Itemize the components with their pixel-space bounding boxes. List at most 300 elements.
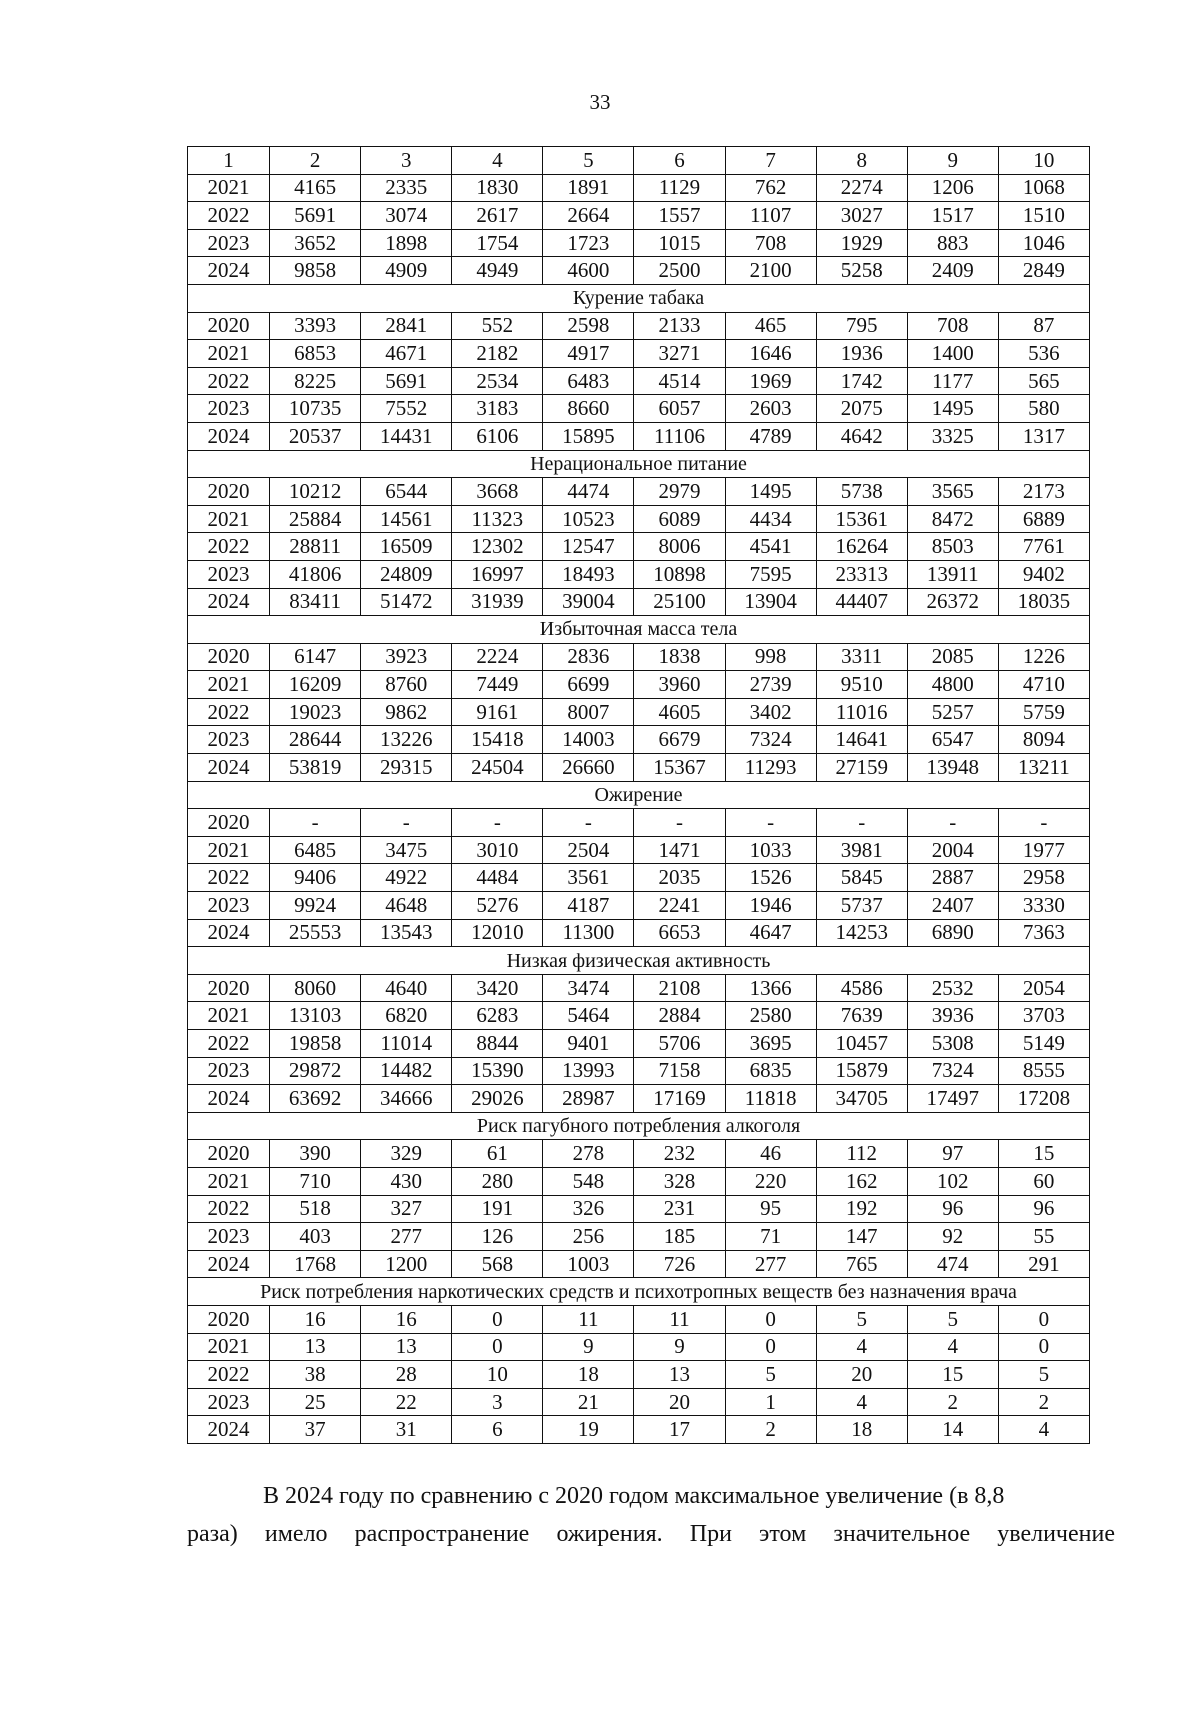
table-cell: 2598 xyxy=(543,312,634,340)
table-cell: 7363 xyxy=(998,919,1089,947)
table-cell: 4600 xyxy=(543,257,634,285)
table-cell: 11106 xyxy=(634,422,725,450)
table-cell: 2182 xyxy=(452,340,543,368)
table-cell-year: 2023 xyxy=(188,726,270,754)
paragraph-line-2: раза) имело распространение ожирения. При этом значительное увеличение xyxy=(187,1521,1115,1547)
table-row xyxy=(188,1250,1090,1278)
table-cell: 6853 xyxy=(270,340,361,368)
table-cell: 291 xyxy=(998,1250,1089,1278)
table-cell: 14 xyxy=(907,1416,998,1444)
table-cell-year: 2020 xyxy=(188,478,270,506)
table-cell-year: 2023 xyxy=(188,1223,270,1251)
table-cell: 231 xyxy=(634,1195,725,1223)
table-cell: 1003 xyxy=(543,1250,634,1278)
table-cell: 37 xyxy=(270,1416,361,1444)
table-cell: 5149 xyxy=(998,1030,1089,1058)
table-cell: 10523 xyxy=(543,505,634,533)
table-row xyxy=(188,1388,1090,1416)
table-cell: 29315 xyxy=(361,754,452,782)
table-cell: 708 xyxy=(907,312,998,340)
table-cell: 3183 xyxy=(452,395,543,423)
table-cell: 4 xyxy=(907,1333,998,1361)
table-cell: 55 xyxy=(998,1223,1089,1251)
table-cell: 2884 xyxy=(634,1002,725,1030)
table-cell-year: 2022 xyxy=(188,698,270,726)
table-cell: 13904 xyxy=(725,588,816,616)
table-cell: 2500 xyxy=(634,257,725,285)
table-cell: 4 xyxy=(452,147,543,175)
table-cell-year: 2024 xyxy=(188,1250,270,1278)
table-cell: 28811 xyxy=(270,533,361,561)
table-cell: 13 xyxy=(361,1333,452,1361)
table-cell: 1046 xyxy=(998,229,1089,257)
table-row xyxy=(188,919,1090,947)
table-cell: 19023 xyxy=(270,698,361,726)
table-cell: 2739 xyxy=(725,671,816,699)
table-cell: 883 xyxy=(907,229,998,257)
table-cell: 11323 xyxy=(452,505,543,533)
table-cell: 16997 xyxy=(452,560,543,588)
table-cell-year: 2023 xyxy=(188,560,270,588)
table-cell: 24504 xyxy=(452,754,543,782)
table-cell: 1366 xyxy=(725,974,816,1002)
section-title: Ожирение xyxy=(188,781,1090,809)
table-cell: 4484 xyxy=(452,864,543,892)
table-cell: 1754 xyxy=(452,229,543,257)
table-cell-year: 2022 xyxy=(188,533,270,561)
table-cell: 16509 xyxy=(361,533,452,561)
table-cell-year: 2021 xyxy=(188,671,270,699)
table-cell: 1898 xyxy=(361,229,452,257)
table-body xyxy=(188,147,1090,1444)
table-cell: 21 xyxy=(543,1388,634,1416)
table-cell: 4909 xyxy=(361,257,452,285)
table-cell: 1206 xyxy=(907,174,998,202)
table-row xyxy=(188,1057,1090,1085)
table-cell: 9924 xyxy=(270,892,361,920)
table-cell: 4 xyxy=(816,1388,907,1416)
table-cell: 102 xyxy=(907,1167,998,1195)
table-cell: 192 xyxy=(816,1195,907,1223)
table-cell: 17 xyxy=(634,1416,725,1444)
table-cell: 51472 xyxy=(361,588,452,616)
table-cell: 2173 xyxy=(998,478,1089,506)
table-cell: 13 xyxy=(634,1361,725,1389)
table-cell: 3561 xyxy=(543,864,634,892)
table-cell: 4586 xyxy=(816,974,907,1002)
table-cell-year: 2022 xyxy=(188,1195,270,1223)
table-cell: 60 xyxy=(998,1167,1089,1195)
table-cell: - xyxy=(998,809,1089,837)
table-cell: 8007 xyxy=(543,698,634,726)
table-cell: 1400 xyxy=(907,340,998,368)
table-cell: 2274 xyxy=(816,174,907,202)
table-cell: 430 xyxy=(361,1167,452,1195)
table-row xyxy=(188,367,1090,395)
table-cell: 2409 xyxy=(907,257,998,285)
table-cell: 34705 xyxy=(816,1085,907,1113)
table-cell-year: 2021 xyxy=(188,1333,270,1361)
table-cell-year: 2021 xyxy=(188,1002,270,1030)
table-cell: 568 xyxy=(452,1250,543,1278)
table-row xyxy=(188,257,1090,285)
table-cell: 11016 xyxy=(816,698,907,726)
table-cell: 0 xyxy=(452,1333,543,1361)
table-cell: 2532 xyxy=(907,974,998,1002)
table-row xyxy=(188,809,1090,837)
section-header-row xyxy=(188,616,1090,644)
table-cell: 4514 xyxy=(634,367,725,395)
table-row xyxy=(188,864,1090,892)
table-cell: 3271 xyxy=(634,340,725,368)
table-cell: 14482 xyxy=(361,1057,452,1085)
table-cell: 5276 xyxy=(452,892,543,920)
table-cell: 7158 xyxy=(634,1057,725,1085)
table-cell-year: 2024 xyxy=(188,422,270,450)
table-cell: 4187 xyxy=(543,892,634,920)
table-cell: 0 xyxy=(998,1333,1089,1361)
table-cell: 11 xyxy=(543,1305,634,1333)
table-cell: 16209 xyxy=(270,671,361,699)
table-cell: 5737 xyxy=(816,892,907,920)
table-cell: 11818 xyxy=(725,1085,816,1113)
table-cell: 1830 xyxy=(452,174,543,202)
table-cell: 474 xyxy=(907,1250,998,1278)
table-cell: 280 xyxy=(452,1167,543,1195)
table-cell: 71 xyxy=(725,1223,816,1251)
table-cell-year: 2024 xyxy=(188,588,270,616)
table-cell: 17497 xyxy=(907,1085,998,1113)
table-cell: 25100 xyxy=(634,588,725,616)
table-cell: 5691 xyxy=(361,367,452,395)
table-cell: 4 xyxy=(998,1416,1089,1444)
table-cell: 12547 xyxy=(543,533,634,561)
table-cell: 795 xyxy=(816,312,907,340)
table-cell-year: 2021 xyxy=(188,1167,270,1195)
table-cell-year: 2021 xyxy=(188,174,270,202)
table-cell: 5 xyxy=(998,1361,1089,1389)
table-cell: 9161 xyxy=(452,698,543,726)
table-cell: 6699 xyxy=(543,671,634,699)
table-cell: 4710 xyxy=(998,671,1089,699)
section-header-row xyxy=(188,1112,1090,1140)
table-cell: 10 xyxy=(998,147,1089,175)
table-cell: 8503 xyxy=(907,533,998,561)
table-cell: 536 xyxy=(998,340,1089,368)
table-cell: 277 xyxy=(725,1250,816,1278)
table-cell: 18 xyxy=(816,1416,907,1444)
table-cell: 13911 xyxy=(907,560,998,588)
table-cell: 10898 xyxy=(634,560,725,588)
table-cell: 0 xyxy=(725,1333,816,1361)
section-title: Курение табака xyxy=(188,284,1090,312)
table-cell: 4640 xyxy=(361,974,452,1002)
table-cell: 2054 xyxy=(998,974,1089,1002)
table-cell: 4922 xyxy=(361,864,452,892)
table-cell: 6653 xyxy=(634,919,725,947)
table-cell: 1838 xyxy=(634,643,725,671)
table-cell: 4647 xyxy=(725,919,816,947)
table-cell: 4474 xyxy=(543,478,634,506)
table-cell: 44407 xyxy=(816,588,907,616)
table-cell: 1033 xyxy=(725,836,816,864)
table-cell: 39004 xyxy=(543,588,634,616)
table-cell: 7595 xyxy=(725,560,816,588)
table-cell: 23313 xyxy=(816,560,907,588)
table-cell: 1768 xyxy=(270,1250,361,1278)
section-header-row xyxy=(188,284,1090,312)
table-cell: 2335 xyxy=(361,174,452,202)
table-cell: 3936 xyxy=(907,1002,998,1030)
table-cell: 25884 xyxy=(270,505,361,533)
table-cell: 565 xyxy=(998,367,1089,395)
table-cell: 6106 xyxy=(452,422,543,450)
table-cell: 25553 xyxy=(270,919,361,947)
table-cell: 3960 xyxy=(634,671,725,699)
table-cell: 6485 xyxy=(270,836,361,864)
table-cell: 83411 xyxy=(270,588,361,616)
table-row xyxy=(188,671,1090,699)
table-cell: 16 xyxy=(270,1305,361,1333)
table-cell: 4917 xyxy=(543,340,634,368)
table-cell: 19858 xyxy=(270,1030,361,1058)
table-cell: 2958 xyxy=(998,864,1089,892)
table-cell: 16264 xyxy=(816,533,907,561)
table-cell: 3027 xyxy=(816,202,907,230)
table-cell: 5845 xyxy=(816,864,907,892)
table-cell: 3695 xyxy=(725,1030,816,1058)
table-cell: 3475 xyxy=(361,836,452,864)
table-cell: 17208 xyxy=(998,1085,1089,1113)
table-row xyxy=(188,1305,1090,1333)
table-cell: 15361 xyxy=(816,505,907,533)
table-cell: 3652 xyxy=(270,229,361,257)
table-cell: 2407 xyxy=(907,892,998,920)
table-cell: 6679 xyxy=(634,726,725,754)
table-cell: 1946 xyxy=(725,892,816,920)
table-cell: 96 xyxy=(998,1195,1089,1223)
table-cell: 0 xyxy=(998,1305,1089,1333)
table-cell: 1 xyxy=(725,1388,816,1416)
table-cell: 1977 xyxy=(998,836,1089,864)
table-cell: 3393 xyxy=(270,312,361,340)
table-cell-year: 2020 xyxy=(188,809,270,837)
table-cell: 97 xyxy=(907,1140,998,1168)
table-row xyxy=(188,533,1090,561)
table-cell: 2887 xyxy=(907,864,998,892)
table-cell: 2979 xyxy=(634,478,725,506)
table-cell: 15 xyxy=(998,1140,1089,1168)
table-cell: 1723 xyxy=(543,229,634,257)
section-title: Избыточная масса тела xyxy=(188,616,1090,644)
table-cell: 18 xyxy=(543,1361,634,1389)
table-cell: 5464 xyxy=(543,1002,634,1030)
table-cell: 1891 xyxy=(543,174,634,202)
table-row xyxy=(188,1140,1090,1168)
table-cell-year: 2024 xyxy=(188,1085,270,1113)
table-cell: 9858 xyxy=(270,257,361,285)
page-number: 33 xyxy=(589,90,611,114)
section-title: Нерациональное питание xyxy=(188,450,1090,478)
table-cell: - xyxy=(634,809,725,837)
table-cell: 63692 xyxy=(270,1085,361,1113)
table-cell: 4671 xyxy=(361,340,452,368)
table-cell: 403 xyxy=(270,1223,361,1251)
table-cell: 3402 xyxy=(725,698,816,726)
table-row xyxy=(188,1223,1090,1251)
table-cell: 5691 xyxy=(270,202,361,230)
table-cell: 147 xyxy=(816,1223,907,1251)
table-row xyxy=(188,1195,1090,1223)
table-cell-year: 2020 xyxy=(188,974,270,1002)
table-cell: 10457 xyxy=(816,1030,907,1058)
table-cell: 8555 xyxy=(998,1057,1089,1085)
table-cell-year: 2024 xyxy=(188,754,270,782)
table-cell: 1526 xyxy=(725,864,816,892)
table-cell: 126 xyxy=(452,1223,543,1251)
table-cell: 1929 xyxy=(816,229,907,257)
table-cell: 31 xyxy=(361,1416,452,1444)
table-cell: 112 xyxy=(816,1140,907,1168)
table-cell: 87 xyxy=(998,312,1089,340)
table-cell: 13543 xyxy=(361,919,452,947)
table-cell: - xyxy=(907,809,998,837)
table-cell: 329 xyxy=(361,1140,452,1168)
table-cell: 17169 xyxy=(634,1085,725,1113)
table-cell: 5 xyxy=(725,1361,816,1389)
section-header-row xyxy=(188,781,1090,809)
table-cell: 31939 xyxy=(452,588,543,616)
table-cell: 8006 xyxy=(634,533,725,561)
table-cell: 19 xyxy=(543,1416,634,1444)
table-cell: 8094 xyxy=(998,726,1089,754)
table-cell-year: 2020 xyxy=(188,1305,270,1333)
table-cell: 4642 xyxy=(816,422,907,450)
table-cell: 5258 xyxy=(816,257,907,285)
table-cell: 9402 xyxy=(998,560,1089,588)
table-cell-year: 2023 xyxy=(188,1057,270,1085)
table-cell: 0 xyxy=(725,1305,816,1333)
table-cell: 14003 xyxy=(543,726,634,754)
table-cell: 8660 xyxy=(543,395,634,423)
table-cell: 12302 xyxy=(452,533,543,561)
table-cell-year: 2024 xyxy=(188,257,270,285)
table-row xyxy=(188,754,1090,782)
table-cell: 14253 xyxy=(816,919,907,947)
table-cell: 16 xyxy=(361,1305,452,1333)
table-cell: 6547 xyxy=(907,726,998,754)
table-cell: 328 xyxy=(634,1167,725,1195)
table-row xyxy=(188,1030,1090,1058)
table-cell: 7761 xyxy=(998,533,1089,561)
table-cell: 15367 xyxy=(634,754,725,782)
table-row xyxy=(188,422,1090,450)
table-cell: 3565 xyxy=(907,478,998,506)
table-row xyxy=(188,1167,1090,1195)
table-cell: - xyxy=(270,809,361,837)
table-cell: 327 xyxy=(361,1195,452,1223)
table-cell: 38 xyxy=(270,1361,361,1389)
table-row xyxy=(188,312,1090,340)
table-cell: 3703 xyxy=(998,1002,1089,1030)
table-cell: 765 xyxy=(816,1250,907,1278)
table-cell: 24809 xyxy=(361,560,452,588)
table-cell: 96 xyxy=(907,1195,998,1223)
table-cell: 3311 xyxy=(816,643,907,671)
table-cell: 14641 xyxy=(816,726,907,754)
table-cell: 2 xyxy=(725,1416,816,1444)
statistics-table xyxy=(187,146,1090,1444)
table-cell: 3074 xyxy=(361,202,452,230)
table-cell: 5257 xyxy=(907,698,998,726)
table-cell: 3 xyxy=(452,1388,543,1416)
table-row xyxy=(188,395,1090,423)
table-cell: 11014 xyxy=(361,1030,452,1058)
table-cell: 20537 xyxy=(270,422,361,450)
table-cell: 14561 xyxy=(361,505,452,533)
table-cell: 2841 xyxy=(361,312,452,340)
table-row xyxy=(188,202,1090,230)
table-cell: 4789 xyxy=(725,422,816,450)
table-header-row xyxy=(188,147,1090,175)
table-cell: 3923 xyxy=(361,643,452,671)
table-cell: 6057 xyxy=(634,395,725,423)
table-cell: 8760 xyxy=(361,671,452,699)
table-row xyxy=(188,478,1090,506)
table-cell: 278 xyxy=(543,1140,634,1168)
table-cell: 18493 xyxy=(543,560,634,588)
table-row xyxy=(188,229,1090,257)
table-cell: 5706 xyxy=(634,1030,725,1058)
table-cell: 191 xyxy=(452,1195,543,1223)
table-cell: 3981 xyxy=(816,836,907,864)
table-cell: 4434 xyxy=(725,505,816,533)
table-cell: 390 xyxy=(270,1140,361,1168)
table-cell-year: 2022 xyxy=(188,1030,270,1058)
table-cell: 26660 xyxy=(543,754,634,782)
table-cell: 2849 xyxy=(998,257,1089,285)
table-cell: 7324 xyxy=(725,726,816,754)
table-cell: - xyxy=(361,809,452,837)
table-cell: 580 xyxy=(998,395,1089,423)
table-cell: 3 xyxy=(361,147,452,175)
table-cell: 11293 xyxy=(725,754,816,782)
table-cell-year: 2020 xyxy=(188,643,270,671)
table-cell: 5738 xyxy=(816,478,907,506)
table-cell: 20 xyxy=(634,1388,725,1416)
table-cell: 1129 xyxy=(634,174,725,202)
table-cell: 8844 xyxy=(452,1030,543,1058)
table-cell: 61 xyxy=(452,1140,543,1168)
table-cell: 4165 xyxy=(270,174,361,202)
table-cell-year: 2020 xyxy=(188,1140,270,1168)
table-cell: 2 xyxy=(907,1388,998,1416)
table-cell: 15390 xyxy=(452,1057,543,1085)
table-cell: 29872 xyxy=(270,1057,361,1085)
table-row xyxy=(188,892,1090,920)
table-cell: 9401 xyxy=(543,1030,634,1058)
table-cell: 2 xyxy=(998,1388,1089,1416)
table-cell: 2603 xyxy=(725,395,816,423)
table-cell: 1517 xyxy=(907,202,998,230)
table-cell: 46 xyxy=(725,1140,816,1168)
table-cell: 2836 xyxy=(543,643,634,671)
table-cell: 2617 xyxy=(452,202,543,230)
table-cell: 2504 xyxy=(543,836,634,864)
table-cell: 9 xyxy=(634,1333,725,1361)
table-cell-year: 2023 xyxy=(188,395,270,423)
table-cell: 14431 xyxy=(361,422,452,450)
